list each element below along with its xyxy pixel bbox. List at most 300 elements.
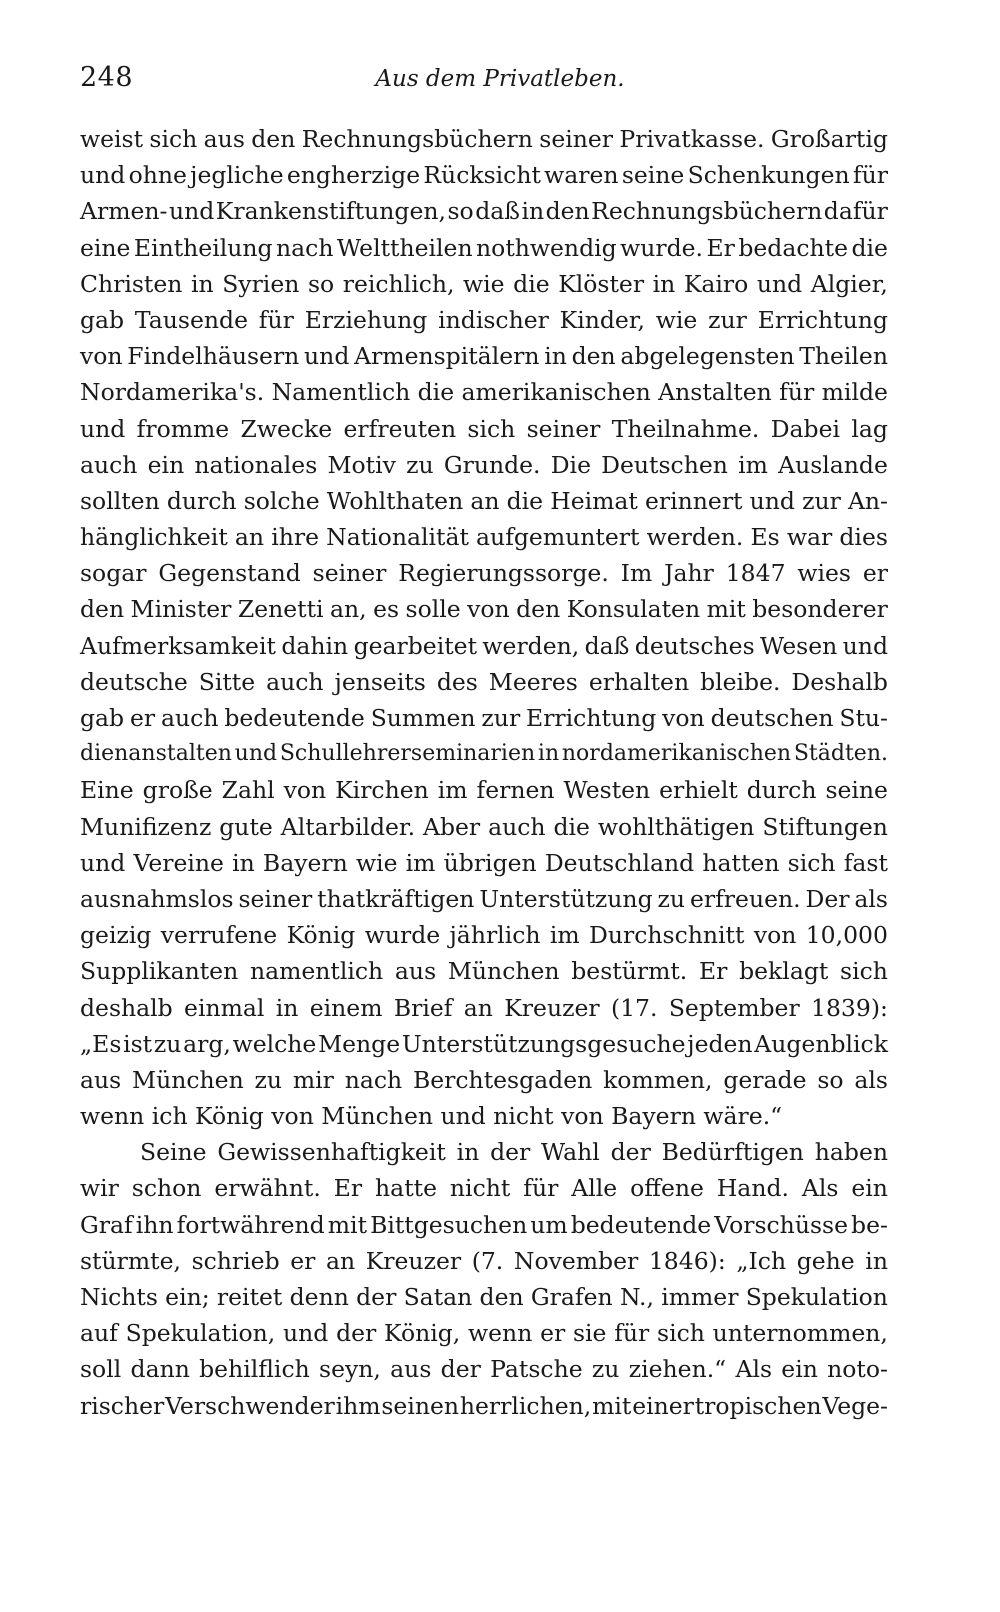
word: wie xyxy=(463,269,505,298)
word: ein xyxy=(781,1355,818,1384)
word: Grafen xyxy=(530,1283,613,1311)
word: Aber xyxy=(423,812,481,841)
word: Er xyxy=(706,233,735,262)
word: Armenspitälern xyxy=(354,342,540,371)
word: nicht xyxy=(449,1174,511,1203)
word: arg, xyxy=(183,1029,231,1058)
word: indischer xyxy=(438,305,549,334)
word: zur xyxy=(708,305,747,334)
word: Munifizenz xyxy=(80,812,212,841)
word: wurde. xyxy=(620,233,704,262)
word: und xyxy=(756,269,803,298)
word: jenseits xyxy=(334,667,426,696)
text-line xyxy=(80,266,888,302)
word: seiner xyxy=(238,884,313,913)
word: im xyxy=(549,921,580,950)
text-line xyxy=(80,772,888,808)
word: in xyxy=(652,269,676,298)
word: ihm xyxy=(335,1391,381,1420)
word: Wohlthaten xyxy=(326,486,464,515)
word: die xyxy=(851,233,888,262)
word: deutschen xyxy=(710,704,834,732)
word: beklagt xyxy=(739,957,829,986)
word: zu xyxy=(591,1355,620,1384)
word: von xyxy=(283,776,327,805)
word: an xyxy=(463,993,493,1022)
word: Unterstützungsgesuche xyxy=(401,1029,686,1058)
word: Durchschnitt xyxy=(589,921,745,950)
word: und xyxy=(304,342,350,371)
word: er xyxy=(290,1246,316,1275)
word: König, xyxy=(384,1319,461,1348)
word: sich xyxy=(467,414,516,443)
word: bedeutende xyxy=(570,1210,712,1239)
word: jeden xyxy=(687,1029,753,1058)
word: Kinder, xyxy=(559,305,645,334)
word: Gewissenhaftigkeit xyxy=(217,1138,446,1167)
word: nordamerikanischen xyxy=(561,741,792,767)
word: für xyxy=(523,1174,559,1203)
word: Alle xyxy=(571,1174,618,1203)
word: Er xyxy=(699,957,728,986)
word: sogar xyxy=(80,559,147,588)
word: Zenetti xyxy=(237,595,324,624)
word: Syrien xyxy=(222,269,300,298)
word: bleibe. xyxy=(700,667,781,696)
word: Es xyxy=(750,523,780,552)
word: Errichtung xyxy=(757,305,888,334)
word: Minister xyxy=(130,595,232,624)
word: Summen xyxy=(370,704,476,732)
word: offene xyxy=(630,1174,704,1203)
word: durch xyxy=(166,486,237,515)
word: und xyxy=(168,197,215,226)
word: in xyxy=(544,342,567,371)
word: waren xyxy=(544,161,619,190)
word: seiner xyxy=(539,125,614,153)
word: Rücksicht xyxy=(423,161,541,190)
word: Satan xyxy=(403,1283,473,1311)
word: geizig xyxy=(80,921,152,950)
word: seine xyxy=(825,776,888,805)
word: hatte xyxy=(375,1174,437,1203)
word: er xyxy=(129,704,156,732)
word: in xyxy=(521,197,545,226)
word: November xyxy=(513,1246,639,1275)
word: haben xyxy=(814,1138,888,1167)
word: Zwecke xyxy=(240,414,333,443)
word: gab xyxy=(80,704,125,732)
word: dahin xyxy=(281,631,349,660)
text-line xyxy=(80,1279,888,1315)
word: so xyxy=(817,1065,844,1094)
word: und xyxy=(283,1319,329,1348)
word: wohlthätigen xyxy=(597,812,755,841)
word: in xyxy=(190,269,214,298)
word: im xyxy=(405,848,436,877)
text-line xyxy=(80,1026,888,1062)
word: Hand. xyxy=(716,1174,789,1203)
word: die xyxy=(513,269,550,298)
word: im xyxy=(738,450,768,479)
word: Er xyxy=(333,1174,363,1203)
word: dies xyxy=(839,523,888,552)
word: mit xyxy=(327,1210,368,1239)
word: Spekulation xyxy=(745,1283,888,1311)
word: in xyxy=(232,848,255,877)
word: Theilnahme. xyxy=(611,414,760,443)
word: bedeutende xyxy=(224,704,365,732)
word: er xyxy=(540,1319,566,1348)
word: Wesen xyxy=(760,631,838,660)
word: zu xyxy=(153,1029,182,1058)
word: Anstalten xyxy=(658,378,772,407)
word: Privatkasse. xyxy=(619,125,765,153)
word: ein xyxy=(147,450,185,479)
word: und xyxy=(234,741,278,767)
word: der xyxy=(440,1355,481,1384)
text-line xyxy=(80,990,888,1026)
word: mit xyxy=(706,595,746,624)
word: wie xyxy=(655,305,698,334)
word: jegliche xyxy=(190,161,284,190)
text-line xyxy=(80,338,888,374)
word: Kairo xyxy=(683,269,749,298)
word: „Es xyxy=(80,1029,122,1058)
word: thatkräftigen xyxy=(317,884,475,913)
word: ein; xyxy=(165,1283,210,1311)
word: nothwendig xyxy=(476,233,617,262)
text-line xyxy=(80,1207,888,1243)
word: den xyxy=(80,595,125,624)
word: 1846): xyxy=(648,1246,726,1275)
word: Kirchen xyxy=(335,776,429,805)
word: bestürmt. xyxy=(571,957,688,986)
word: Klöster xyxy=(558,269,645,298)
word: auch xyxy=(488,812,546,841)
word: Auslande xyxy=(778,450,888,479)
text-line xyxy=(80,193,888,229)
word: von xyxy=(662,704,705,732)
text-line xyxy=(80,736,888,772)
word: und xyxy=(80,161,126,190)
word: schon xyxy=(131,1174,202,1203)
word: so xyxy=(447,197,474,226)
word: so xyxy=(307,269,335,298)
word: sich xyxy=(149,125,198,153)
word: der xyxy=(490,1138,531,1167)
word: 1839): xyxy=(811,993,888,1022)
word: herrlichen, xyxy=(459,1391,592,1420)
word: deutsches xyxy=(634,631,755,660)
word: lag xyxy=(851,414,888,443)
word: auf xyxy=(80,1319,118,1348)
word: um xyxy=(530,1210,568,1239)
word: besonderer xyxy=(752,595,888,624)
word: an, xyxy=(330,595,367,624)
word: deutsche xyxy=(80,667,188,696)
word: Heimat xyxy=(550,486,638,515)
word: Dabei xyxy=(770,414,841,443)
word: wie xyxy=(355,848,398,877)
word: dann xyxy=(130,1355,190,1384)
word: seinen xyxy=(381,1391,460,1420)
word: 10,000 xyxy=(805,921,888,950)
word: und xyxy=(842,631,888,660)
word: An- xyxy=(847,486,888,515)
word: Als xyxy=(735,1355,773,1384)
text-line xyxy=(80,1351,888,1387)
word: von xyxy=(753,921,797,950)
word: die xyxy=(417,378,455,407)
word: aus xyxy=(394,957,437,986)
word: Meeres xyxy=(488,667,578,696)
word: Namentlich xyxy=(271,378,411,407)
word: Nationalität xyxy=(326,523,469,552)
word: König xyxy=(286,921,356,950)
word: in xyxy=(456,1138,480,1167)
word: mir xyxy=(292,1065,334,1094)
word: des xyxy=(436,667,478,696)
text-line xyxy=(80,953,888,989)
word: noto- xyxy=(827,1355,888,1384)
word: unternommen, xyxy=(712,1319,888,1348)
word: seine xyxy=(621,161,685,190)
word: Rechnungsbüchern xyxy=(591,197,823,226)
text-line xyxy=(80,374,888,410)
word: an xyxy=(234,523,265,552)
word: Schullehrerseminarien xyxy=(279,741,536,767)
page-header xyxy=(80,62,920,102)
word: Städten. xyxy=(793,741,888,767)
word: nach xyxy=(344,1065,403,1094)
word: Vereine xyxy=(133,848,224,877)
text-line xyxy=(80,664,888,700)
word: reitet xyxy=(216,1283,283,1311)
word: schrieb xyxy=(191,1246,280,1275)
word: mit xyxy=(592,1391,632,1420)
word: amerikanischen xyxy=(461,378,651,407)
word: be- xyxy=(851,1210,888,1239)
word: als xyxy=(854,1065,888,1094)
word: seyn, xyxy=(319,1355,381,1384)
word: zu xyxy=(406,450,434,479)
word: Krankenstiftungen, xyxy=(215,197,446,226)
word: ohne xyxy=(128,161,187,190)
word: Stu- xyxy=(839,704,888,732)
word: behilflich xyxy=(199,1355,310,1384)
word: und xyxy=(80,848,126,877)
word: Unterstützung xyxy=(479,884,653,913)
word: immer xyxy=(661,1283,739,1311)
word: durch xyxy=(746,776,817,805)
word: gehe xyxy=(796,1246,855,1275)
text-line: wenn ich König von München und nicht von Bayern wäre.“ xyxy=(80,1102,783,1131)
word: September xyxy=(668,993,800,1022)
word: Christen xyxy=(80,269,183,298)
word: Algier, xyxy=(810,269,888,298)
word: Schenkungen xyxy=(687,161,850,190)
word: zu xyxy=(254,1065,283,1094)
word: daß xyxy=(475,197,520,226)
word: Spekulation, xyxy=(125,1319,276,1348)
text-line xyxy=(80,881,888,917)
word: Theilen xyxy=(799,342,888,371)
word: übrigen xyxy=(443,848,537,877)
word: sich xyxy=(657,1319,705,1348)
word: Motiv xyxy=(327,450,396,479)
word: gearbeitet xyxy=(353,631,478,660)
word: sich xyxy=(787,848,836,877)
word: Eine xyxy=(80,776,134,805)
word: den xyxy=(251,125,296,153)
word: Findelhäusern xyxy=(127,342,300,371)
word: Deutschland xyxy=(544,848,695,877)
word: Gegenstand xyxy=(158,559,301,588)
word: Bedürftigen xyxy=(661,1138,804,1167)
word: Bittgesuchen xyxy=(370,1210,528,1239)
word: einer xyxy=(632,1391,694,1420)
word: Seine xyxy=(140,1138,207,1167)
word: erhielt xyxy=(659,776,738,805)
word: hatten xyxy=(702,848,780,877)
word: seiner xyxy=(312,559,387,588)
word: zu xyxy=(657,884,686,913)
word: werden. xyxy=(646,523,744,552)
word: wir xyxy=(80,1174,119,1203)
text-line xyxy=(80,591,888,627)
word: Aufmerksamkeit xyxy=(80,631,276,660)
word: rischer xyxy=(80,1391,165,1420)
word: an xyxy=(470,486,500,515)
word: Sitte xyxy=(198,667,256,696)
word: N., xyxy=(619,1283,654,1311)
text-line xyxy=(80,1388,888,1424)
word: und xyxy=(80,414,126,443)
word: Konsulaten xyxy=(566,595,701,624)
word: Tausende xyxy=(134,305,248,334)
word: (17. xyxy=(610,993,658,1022)
word: München xyxy=(132,1065,244,1094)
word: (7. xyxy=(471,1246,504,1275)
word: Westen xyxy=(563,776,651,805)
word: aus xyxy=(203,125,245,153)
page-number: 248 xyxy=(80,62,134,93)
word: solche xyxy=(243,486,320,515)
word: Vorschüsse xyxy=(714,1210,848,1239)
word: dafür xyxy=(823,197,888,226)
text-line xyxy=(80,447,888,483)
word: der xyxy=(336,1319,377,1348)
word: Stiftungen xyxy=(762,812,888,841)
word: Regierungssorge. xyxy=(398,559,609,588)
text-line xyxy=(80,845,888,881)
text-line xyxy=(80,700,888,736)
word: den xyxy=(479,1283,524,1311)
word: nach xyxy=(276,233,334,262)
word: fast xyxy=(843,848,888,877)
word: abgelegensten xyxy=(620,342,795,371)
word: kommen, xyxy=(603,1065,713,1094)
word: auch xyxy=(266,667,324,696)
word: Nichts xyxy=(80,1283,158,1311)
word: Die xyxy=(550,450,591,479)
word: Zahl xyxy=(221,776,275,805)
word: den xyxy=(545,197,590,226)
word: nationales xyxy=(194,450,318,479)
word: Augenblick xyxy=(754,1029,888,1058)
word: München xyxy=(447,957,560,986)
word: verrufene xyxy=(160,921,278,950)
text-line xyxy=(80,302,888,338)
word: erinnert xyxy=(644,486,743,515)
word: Berchtesgaden xyxy=(412,1065,593,1094)
word: aus xyxy=(390,1355,432,1384)
word: Wahl xyxy=(541,1138,600,1167)
word: in xyxy=(865,1246,888,1275)
word: sollten xyxy=(80,486,160,515)
word: gab xyxy=(80,305,125,334)
word: die xyxy=(506,486,544,515)
word: den xyxy=(571,342,616,371)
word: für xyxy=(258,305,294,334)
word: fromme xyxy=(136,414,230,443)
word: milde xyxy=(821,378,888,407)
word: Rechnungsbüchern xyxy=(301,125,533,153)
body-text xyxy=(80,121,888,1424)
word: der xyxy=(610,1138,651,1167)
word: Vege- xyxy=(822,1391,888,1420)
word: ziehen.“ xyxy=(628,1355,727,1384)
word: von xyxy=(80,342,123,371)
word: es xyxy=(373,595,400,624)
word: ist xyxy=(123,1029,153,1058)
word: für xyxy=(852,161,888,190)
word: Errichtung xyxy=(526,704,657,732)
word: erhalten xyxy=(588,667,690,696)
text-line xyxy=(80,917,888,953)
word: hänglichkeit xyxy=(80,523,228,552)
word: Grunde. xyxy=(443,450,541,479)
word: Nordamerika's. xyxy=(80,378,265,407)
word: große xyxy=(142,776,213,805)
word: auch xyxy=(80,450,138,479)
word: war xyxy=(786,523,833,552)
word: als xyxy=(854,884,888,913)
running-head: Aus dem Privatleben. xyxy=(375,66,625,92)
word: erfreuten xyxy=(343,414,457,443)
word: aufgemuntert xyxy=(476,523,640,552)
word: 1847 xyxy=(725,559,786,588)
word: Eintheilung xyxy=(133,233,273,262)
word: Brief xyxy=(393,993,453,1022)
word: für xyxy=(614,1319,650,1348)
word: weist xyxy=(80,125,144,153)
word: Altarbilder. xyxy=(280,812,416,841)
word: seiner xyxy=(526,414,601,443)
word: an xyxy=(325,1246,356,1275)
word: reichlich, xyxy=(342,269,455,298)
word: im xyxy=(437,776,468,805)
word: aus xyxy=(80,1065,122,1094)
word: wenn xyxy=(468,1319,533,1348)
word: sich xyxy=(840,957,888,986)
text-line xyxy=(80,157,888,193)
word: Als xyxy=(801,1174,839,1203)
word: ihre xyxy=(271,523,319,552)
text-line xyxy=(80,411,888,447)
text-line xyxy=(80,555,888,591)
